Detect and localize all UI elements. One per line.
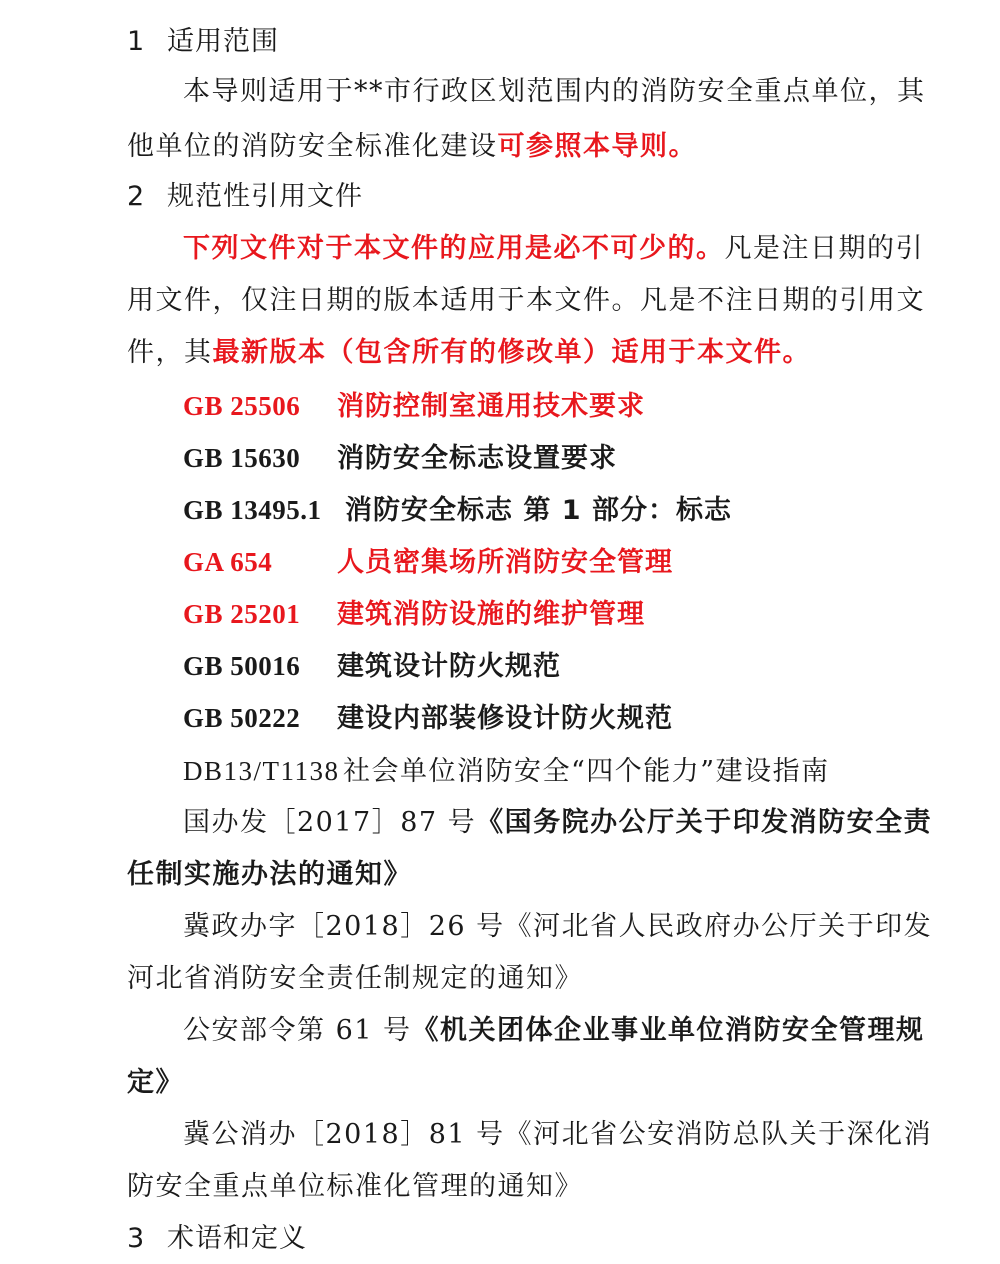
reference-title: 人员密集场所消防安全管理 xyxy=(337,547,673,578)
reference-code: DB13/T1138 xyxy=(183,756,340,786)
section-number: 1 xyxy=(127,26,146,57)
reference-title: 消防安全标志 第 1 部分：标志 xyxy=(345,495,732,526)
reference-title: 消防安全标志设置要求 xyxy=(337,443,617,474)
reference-title: 建筑消防设施的维护管理 xyxy=(337,599,645,630)
section-title: 规范性引用文件 xyxy=(167,181,363,212)
reference-code: GA 654 xyxy=(183,547,273,577)
reference-title: 消防控制室通用技术要求 xyxy=(337,391,645,422)
section-2-paragraph-line: 用文件，仅注日期的版本适用于本文件。凡是不注日期的引用文 xyxy=(127,285,925,316)
reference-item xyxy=(183,490,732,531)
reference-title: 建筑设计防火规范 xyxy=(337,651,561,682)
reference-item xyxy=(183,438,617,479)
section-2-heading xyxy=(127,177,363,217)
reference-db13 xyxy=(183,751,830,792)
section-2-paragraph-line xyxy=(127,333,811,373)
reference-doc-line: 定》 xyxy=(127,1067,184,1098)
reference-code: GB 50016 xyxy=(183,651,301,681)
reference-doc-line xyxy=(183,803,932,843)
section-title: 适用范围 xyxy=(167,26,279,57)
reference-doc-line: 冀政办字［2018］26 号《河北省人民政府办公厅关于印发 xyxy=(183,911,933,942)
reference-code: GB 50222 xyxy=(183,703,301,733)
highlighted-text: 可参照本导则。 xyxy=(497,131,697,162)
reference-prefix: 国办发［2017］87 号 xyxy=(183,807,477,838)
reference-item xyxy=(183,646,561,687)
reference-code: GB 25506 xyxy=(183,391,301,421)
section-3-heading xyxy=(127,1219,307,1259)
reference-doc-line: 河北省消防安全责任制规定的通知》 xyxy=(127,963,583,994)
reference-item xyxy=(183,594,645,635)
reference-title: 《机关团体企业事业单位消防安全管理规 xyxy=(411,1015,925,1046)
section-title: 术语和定义 xyxy=(167,1223,307,1254)
reference-item xyxy=(183,698,673,739)
reference-item xyxy=(183,386,645,427)
reference-doc-line xyxy=(183,1011,925,1051)
section-1-heading xyxy=(127,22,279,62)
highlighted-text: 下列文件对于本文件的应用是必不可少的。 xyxy=(183,233,725,264)
paragraph-text: 件，其 xyxy=(127,337,213,368)
reference-title: 《国务院办公厅关于印发消防安全责 xyxy=(476,807,933,838)
paragraph-text: 他单位的消防安全标准化建设 xyxy=(127,131,498,162)
reference-title: 社会单位消防安全“四个能力”建设指南 xyxy=(343,756,830,787)
reference-doc-line: 防安全重点单位标准化管理的通知》 xyxy=(127,1171,583,1202)
reference-title: 建设内部装修设计防火规范 xyxy=(337,703,673,734)
reference-code: GB 15630 xyxy=(183,443,301,473)
reference-code: GB 25201 xyxy=(183,599,301,629)
reference-doc-line: 任制实施办法的通知》 xyxy=(127,859,412,890)
section-1-paragraph-line: 本导则适用于**市行政区划范围内的消防安全重点单位，其 xyxy=(183,76,926,107)
paragraph-text: 凡是注日期的引 xyxy=(724,233,924,264)
section-1-paragraph-line xyxy=(127,127,697,167)
highlighted-text: 最新版本（包含所有的修改单）适用于本文件。 xyxy=(212,337,811,368)
reference-code: GB 13495.1 xyxy=(183,495,322,525)
section-number: 2 xyxy=(127,181,146,212)
reference-prefix: 公安部令第 61 号 xyxy=(183,1015,412,1046)
reference-item xyxy=(183,542,673,583)
reference-doc-line: 冀公消办［2018］81 号《河北省公安消防总队关于深化消 xyxy=(183,1119,933,1150)
section-number: 3 xyxy=(127,1223,146,1254)
section-2-paragraph-line xyxy=(183,229,924,269)
